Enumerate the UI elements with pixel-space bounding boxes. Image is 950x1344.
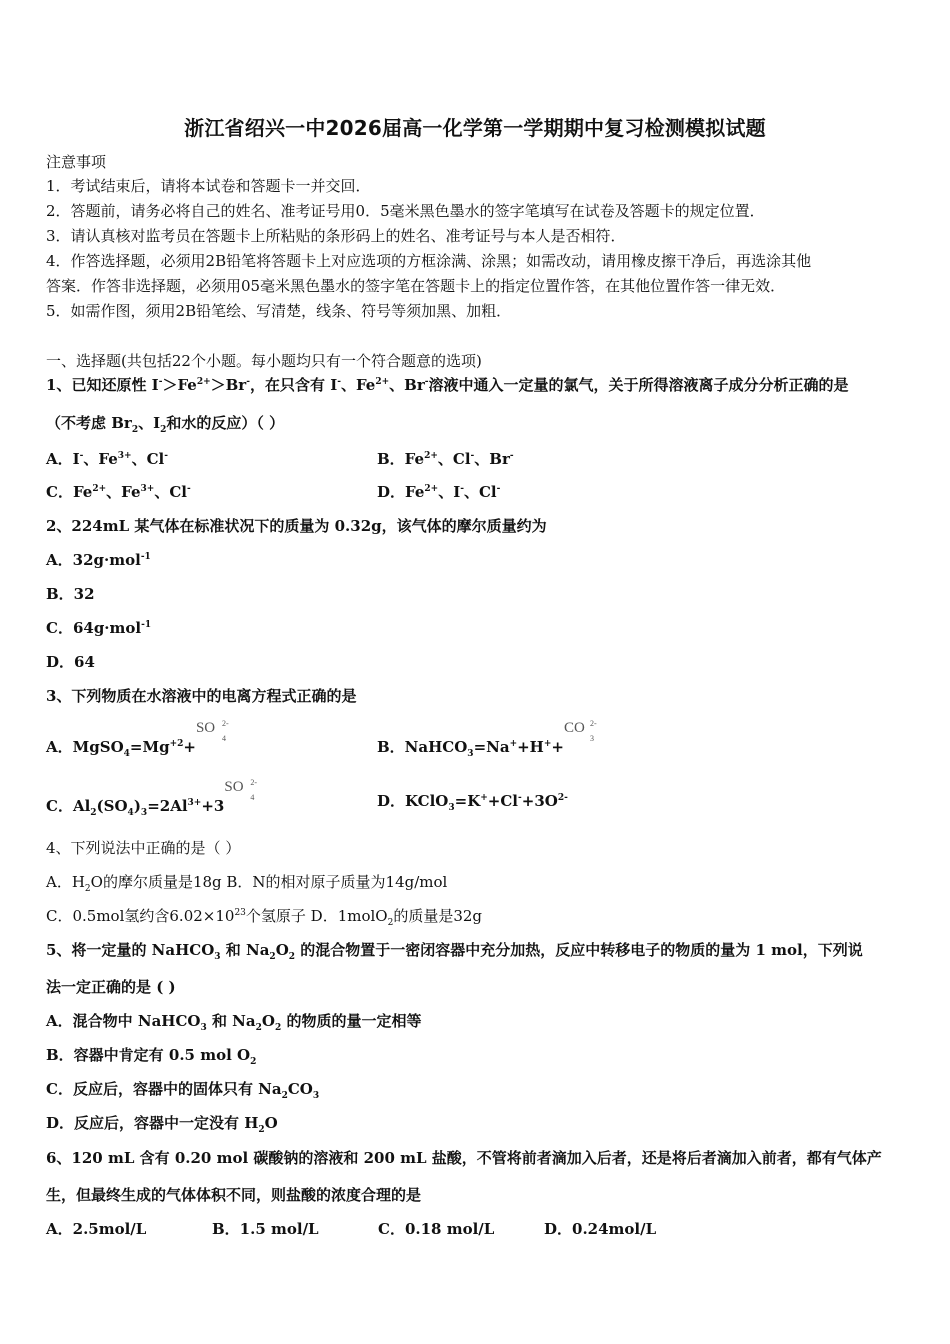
question-6-options — [46, 1219, 656, 1239]
question-1-option-d[interactable]: D．$Fe^{2+}$、I-、Cl- — [377, 483, 501, 501]
question-2-option-b[interactable]: B．32 — [46, 585, 95, 603]
question-5-option-c[interactable]: C．反应后，容器中的固体只有 $Na_2CO_3$ — [46, 1080, 320, 1101]
question-2-stem: 2、224mL 某气体在标准状况下的质量为 0.32g，该气体的摩尔质量约为 — [46, 517, 547, 535]
question-3-option-b[interactable]: B．NaHCO$_3$=Na++H++ CO 2- 3 — [377, 732, 602, 757]
question-2-option-d[interactable]: D．64 — [46, 653, 95, 671]
notice-item: 2．答题前，请务必将自己的姓名、准考证号用0．5毫米黑色墨水的签字笔填写在试卷及答题卡的规定位置． — [46, 202, 765, 220]
question-3-option-c[interactable]: C．$Al_2(SO_4)_3=2Al^{3+}+3$ SO 2- 4 — [46, 791, 262, 816]
question-5-option-d[interactable]: D．反应后，容器中一定没有 $H_2O$ — [46, 1114, 278, 1135]
question-1-option-a[interactable]: A．I-、$Fe^{3+}$、Cl- — [46, 450, 168, 468]
carbonate-ion: CO 2- 3 — [563, 719, 597, 743]
question-5-option-b[interactable]: B．容器中肯定有 0.5 mol $O_2$ — [46, 1046, 257, 1067]
question-2-option-a[interactable]: A．32g·mol$^{-1}$ — [46, 551, 151, 569]
sulfate-ion: SO 2- 4 — [224, 778, 258, 802]
page-title: 浙江省绍兴一中2026届高一化学第一学期期中复习检测模拟试题 — [184, 116, 766, 140]
question-4-options-ab[interactable]: A．$H_2O$的摩尔质量是18g B．N的相对原子质量为14g/mol — [46, 873, 448, 894]
question-3-stem: 3、下列物质在水溶液中的电离方程式正确的是 — [46, 687, 357, 705]
question-6-stem: 6、120 mL 含有 0.20 mol 碳酸钠的溶液和 200 mL 盐酸，不管将前者滴加入后者，还是将后者滴加入前者，都有气体产 — [46, 1149, 882, 1167]
sulfate-ion: SO 2- 4 — [195, 719, 229, 743]
question-4-stem: 4、下列说法中正确的是（ ） — [46, 839, 241, 857]
question-6-option-d[interactable]: D．0.24mol/L — [544, 1220, 657, 1238]
notice-item: 5．如需作图，须用2B铅笔绘、写清楚，线条、符号等须加黑、加粗． — [46, 302, 512, 320]
notice-item: 1．考试结束后，请将本试卷和答题卡一并交回． — [46, 177, 371, 195]
section-heading: 一、选择题(共包括22个小题。每小题均只有一个符合题意的选项) — [46, 352, 482, 370]
question-1-stem-cont: （不考虑 $Br_2$、$I_2$和水的反应）（ ） — [46, 414, 285, 435]
question-6-option-c[interactable]: C．0.18 mol/L — [378, 1220, 495, 1238]
question-6-stem-cont: 生，但最终生成的气体体积不同，则盐酸的浓度合理的是 — [46, 1186, 422, 1204]
question-6-option-b[interactable]: B．1.5 mol/L — [212, 1220, 319, 1238]
question-1-option-c[interactable]: C．$Fe^{2+}$、$Fe^{3+}$、Cl- — [46, 483, 191, 501]
question-5-stem: 5、将一定量的 NaHCO$_3$ 和 $Na_2O_2$ 的混合物置于一密闭容器中充分加热，反应中转移电子的物质的量为 1 mol，下列说 — [46, 941, 863, 962]
question-5-stem-cont: 法一定正确的是 ( ) — [46, 978, 176, 996]
notice-item: 4．作答选择题，必须用2B铅笔将答题卡上对应选项的方框涂满、涂黑；如需改动，请用橡皮擦干净后，再选涂其他 — [46, 252, 812, 270]
question-5-option-a[interactable]: A．混合物中 NaHCO$_3$ 和 $Na_2O_2$ 的物质的量一定相等 — [46, 1012, 422, 1033]
question-3-option-d[interactable]: D．$KClO_3=K^++Cl^-+3O^{2-}$ — [377, 792, 568, 813]
question-3-option-a[interactable]: A．$MgSO_4=Mg^{+2}+$ SO 2- 4 — [46, 732, 234, 757]
notice-item: 答案．作答非选择题，必须用05毫米黑色墨水的签字笔在答题卡上的指定位置作答，在其他位置作答一律无效． — [46, 277, 786, 295]
question-4-options-cd[interactable]: C．0.5mol氢约含$6.02\times 10^{23}$个氢原子 D．1molO$_2$的质量是32g — [46, 907, 483, 928]
question-1-stem: 1、已知还原性 $I^->Fe^{2+}>Br^-$，在只含有 I-、$Fe^{2+}$、Br-溶液中通入一定量的氯气，关于所得溶液离子成分分析正确的是 — [46, 376, 849, 394]
notice-heading: 注意事项 — [46, 153, 107, 171]
question-1-option-b[interactable]: B．$Fe^{2+}$、Cl-、Br- — [377, 450, 514, 468]
notice-item: 3．请认真核对监考员在答题卡上所粘贴的条形码上的姓名、准考证号与本人是否相符． — [46, 227, 626, 245]
question-2-option-c[interactable]: C．64g·mol$^{-1}$ — [46, 619, 152, 637]
question-6-option-a[interactable]: A．2.5mol/L — [46, 1220, 147, 1238]
